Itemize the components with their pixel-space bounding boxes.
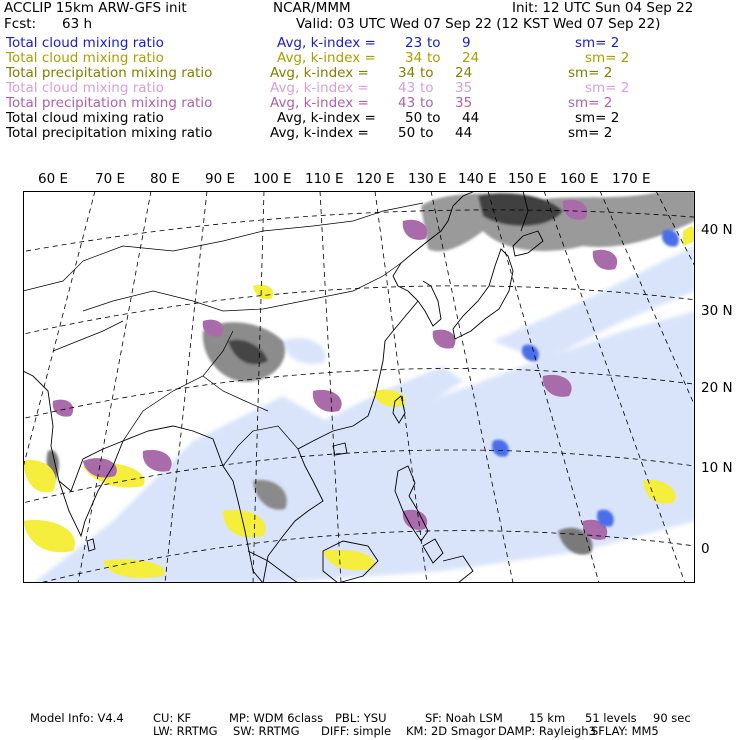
longitude-label: 80 E <box>150 171 180 187</box>
legend-avg: Avg, k-index = <box>277 35 376 51</box>
longitude-label: 170 E <box>612 171 651 187</box>
model-info-item: PBL: YSU <box>335 711 387 725</box>
latitude-label: 20 N <box>701 380 733 396</box>
forecast-label: Fcst: <box>4 16 37 32</box>
legend-k1: 34 <box>405 50 423 66</box>
latitude-label: 40 N <box>701 222 733 238</box>
model-info-item: LW: RRTMG <box>153 724 218 738</box>
legend-field: Total cloud mixing ratio <box>6 80 164 96</box>
latitude-label: 30 N <box>701 303 733 319</box>
model-info-item: 51 levels <box>585 711 637 725</box>
model-info-item: KM: 2D Smagor <box>406 724 496 738</box>
legend-k1: 50 <box>398 125 416 141</box>
legend-sm: sm= 2 <box>568 125 613 141</box>
legend-to: to <box>420 125 434 141</box>
forecast-hours: 63 h <box>62 16 93 32</box>
legend-sm: sm= 2 <box>585 50 630 66</box>
legend-avg: Avg, k-index = <box>277 110 376 126</box>
model-info-item: SFLAY: MM5 <box>591 724 659 738</box>
latitude-label: 10 N <box>701 460 733 476</box>
legend-to: to <box>420 95 434 111</box>
legend-k2: 35 <box>455 80 473 96</box>
legend-sm: sm= 2 <box>568 95 613 111</box>
legend-to: to <box>420 65 434 81</box>
legend-sm: sm= 2 <box>575 110 620 126</box>
legend-sm: sm= 2 <box>568 65 613 81</box>
legend-avg: Avg, k-index = <box>277 50 376 66</box>
legend-k2: 44 <box>455 125 473 141</box>
legend-k2: 9 <box>462 35 471 51</box>
legend-sm: sm= 2 <box>585 80 630 96</box>
legend-avg: Avg, k-index = <box>270 125 369 141</box>
legend-avg: Avg, k-index = <box>270 95 369 111</box>
legend-field: Total cloud mixing ratio <box>6 110 164 126</box>
map-title: ACCLIP 15km ARW-GFS init <box>4 0 187 16</box>
legend-sm: sm= 2 <box>575 35 620 51</box>
longitude-label: 70 E <box>95 171 125 187</box>
model-info-item: 90 sec <box>653 711 691 725</box>
map-plot <box>23 191 695 583</box>
legend-k1: 34 <box>398 65 416 81</box>
model-info-item: CU: KF <box>153 711 192 725</box>
model-info-item: Model Info: V4.4 <box>30 711 124 725</box>
latitude-label: 0 <box>701 541 710 557</box>
legend-k2: 24 <box>462 50 480 66</box>
model-info-item: DAMP: Rayleigh3 <box>498 724 596 738</box>
legend-k2: 35 <box>455 95 473 111</box>
legend-k1: 43 <box>398 95 416 111</box>
longitude-label: 130 E <box>408 171 447 187</box>
center-name: NCAR/MMM <box>273 0 351 16</box>
longitude-label: 90 E <box>205 171 235 187</box>
model-info-item: MP: WDM 6class <box>229 711 324 725</box>
legend-to: to <box>427 50 441 66</box>
longitude-label: 160 E <box>560 171 599 187</box>
model-info-item: DIFF: simple <box>321 724 392 738</box>
legend-field: Total cloud mixing ratio <box>6 35 164 51</box>
longitude-label: 140 E <box>458 171 497 187</box>
legend-field: Total precipitation mixing ratio <box>6 65 213 81</box>
legend-field: Total precipitation mixing ratio <box>6 95 213 111</box>
legend-to: to <box>427 35 441 51</box>
legend-avg: Avg, k-index = <box>270 80 369 96</box>
legend-to: to <box>420 80 434 96</box>
legend-to: to <box>427 110 441 126</box>
longitude-label: 60 E <box>38 171 68 187</box>
legend-k1: 23 <box>405 35 423 51</box>
model-info-item: 15 km <box>529 711 566 725</box>
valid-time: Valid: 03 UTC Wed 07 Sep 22 (12 KST Wed 07 Sep 22) <box>296 16 661 32</box>
init-time: Init: 12 UTC Sun 04 Sep 22 <box>512 0 694 16</box>
model-info-item: SW: RRTMG <box>233 724 300 738</box>
legend-k1: 50 <box>405 110 423 126</box>
legend-k2: 24 <box>455 65 473 81</box>
legend-field: Total precipitation mixing ratio <box>6 125 213 141</box>
legend-k1: 43 <box>398 80 416 96</box>
legend-field: Total cloud mixing ratio <box>6 50 164 66</box>
longitude-label: 150 E <box>508 171 547 187</box>
longitude-label: 100 E <box>253 171 292 187</box>
legend-avg: Avg, k-index = <box>270 65 369 81</box>
model-info-item: SF: Noah LSM <box>425 711 503 725</box>
legend-k2: 44 <box>462 110 480 126</box>
longitude-label: 120 E <box>356 171 395 187</box>
longitude-label: 110 E <box>305 171 344 187</box>
